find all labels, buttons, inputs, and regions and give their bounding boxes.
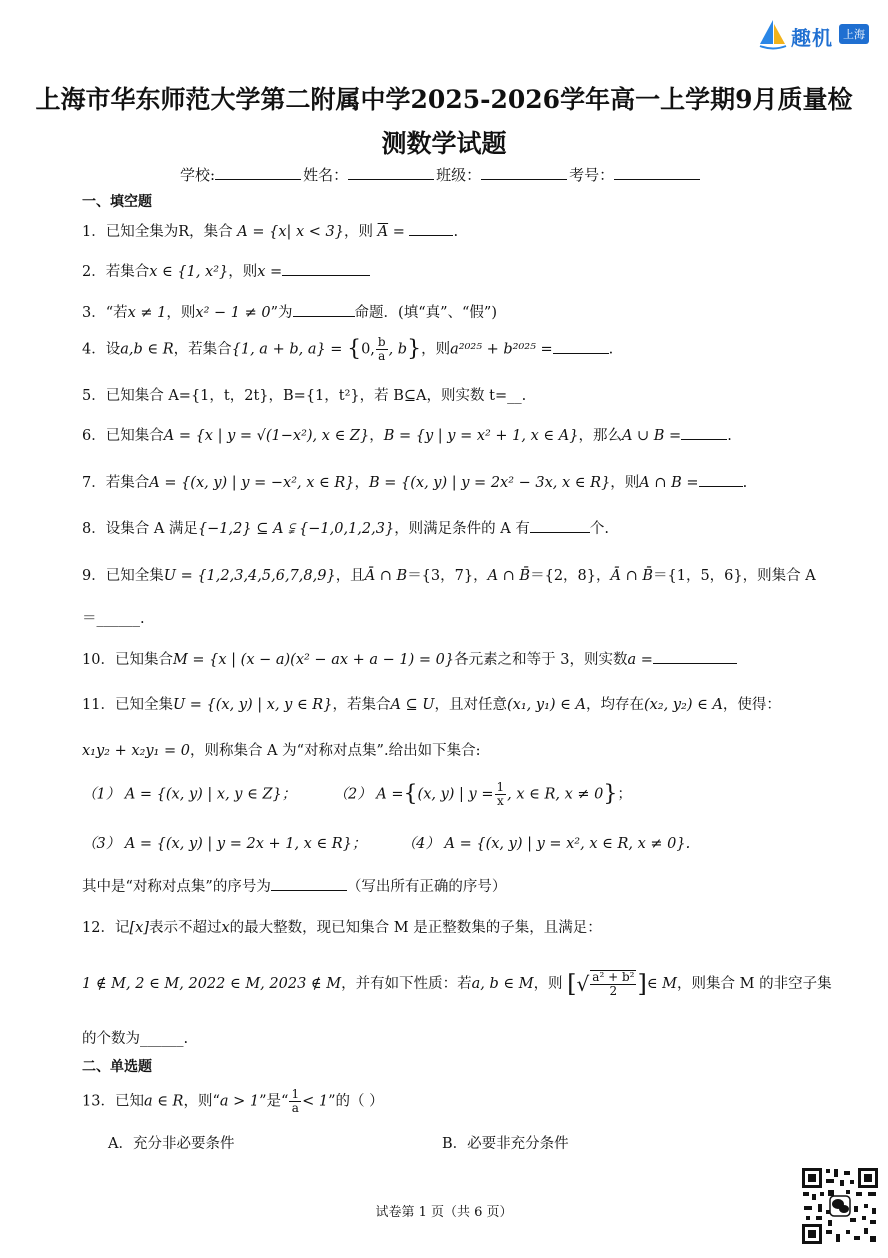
q13-option-b[interactable]: B．必要非充分条件 xyxy=(442,1136,569,1152)
question-6 xyxy=(82,424,732,445)
q12-frac-num: a² + b² xyxy=(592,970,635,984)
q11-answer-blank[interactable] xyxy=(271,878,347,891)
q13-frac-den: a xyxy=(291,1101,299,1115)
brand-logo xyxy=(758,18,873,52)
q11-ask: 其中是“对称对点集”的序号为 xyxy=(82,879,271,895)
q11-condition: x₁y₂ + x₂y₁ = 0 xyxy=(82,743,190,759)
q12-then: ，则 xyxy=(533,976,563,992)
q9-set2: A ∩ B̄ xyxy=(487,568,531,584)
q6-set-b: B = {y | y = x² + 1, x ∈ A} xyxy=(383,428,579,444)
q8-mid: ，则满足条件的 A 有 xyxy=(394,521,530,537)
question-11-line2 xyxy=(82,739,480,760)
section-single-heading: 二、单选题 xyxy=(82,1059,152,1075)
q7-end: . xyxy=(742,475,748,491)
q7-text: 7．若集合 xyxy=(82,475,150,491)
q13-a: a ∈ R xyxy=(143,1093,184,1110)
q12-frac-den: 2 xyxy=(609,984,618,998)
q9-v3: ＝{1，5，6}，则集合 A xyxy=(653,568,816,584)
section-fill-heading: 一、填空题 xyxy=(82,194,152,210)
q9-v2: ＝{2，8}， xyxy=(530,568,611,584)
exam-no-label: 考号： xyxy=(569,166,615,184)
brand-name: 趣机 xyxy=(791,26,833,50)
q10-answer-blank[interactable] xyxy=(653,651,737,664)
q11-note: （写出所有正确的序号） xyxy=(346,879,507,895)
q3-text4: 命题．(填“真”、“假”) xyxy=(354,305,497,321)
q6-set-a: A = {x | y = √(1−x²), x ∈ Z} xyxy=(163,428,370,444)
q4-then: ，则 xyxy=(421,341,451,358)
q12-conditions: 1 ∉ M, 2 ∈ M, 2022 ∈ M, 2023 ∉ M xyxy=(82,976,342,992)
q3-text2: ，则 xyxy=(166,305,196,321)
q2-text: 2．若集合 xyxy=(82,264,150,280)
q12-t2: 表示不超过 xyxy=(148,920,222,936)
q12-ask: ，则集合 M 的非空子集 xyxy=(677,976,832,992)
q6-text: 6．已知集合 xyxy=(82,428,164,444)
q11-frac-den: x xyxy=(496,794,504,808)
q11-choice-2-end: ； xyxy=(617,786,632,803)
q13-text: 13．已知 xyxy=(82,1093,144,1110)
question-12-line2: 1 ∉ M, 2 ∈ M, 2022 ∈ M, 2023 ∉ M，并有如下性质：若a, b ∈ M，则 [√ $\frac{\text{a² + b²}}{2}$ ]∈ M，则集合 M 的非空子集 xyxy=(82,970,832,998)
question-4: 4．设a,b ∈ R，若集合{1, a + b, a} = {0, $\frac{b}{a}$ , b}，则a²⁰²⁵ + b²⁰²⁵ = . xyxy=(82,335,614,363)
q9-t1: ，且 xyxy=(335,568,365,584)
q9-v1: ＝{3，7}， xyxy=(407,568,488,584)
q4-answer-blank[interactable] xyxy=(553,341,609,354)
q7-set-b: B = {(x, y) | y = 2x² − 3x, x ∈ R} xyxy=(369,475,611,491)
q6-sep: ， xyxy=(369,428,384,444)
question-1 xyxy=(82,220,458,241)
q10-set: M = {x | (x − a)(x² − ax + a − 1) = 0} xyxy=(172,652,455,668)
exam-no-blank[interactable] xyxy=(614,165,700,180)
q1-complement: $\overline{A}$ xyxy=(377,224,389,240)
q11-definition: ，则称集合 A 为“对称对点集”.给出如下集合: xyxy=(189,743,481,759)
school-label: 学校: xyxy=(180,166,216,184)
sailboat-icon xyxy=(758,18,788,50)
q4-mid: ，若集合 xyxy=(173,341,232,358)
q11-choice-2-rest: , x ∈ R, x ≠ 0 xyxy=(507,786,604,803)
page-footer: 试卷第 1 页（共 6 页） xyxy=(375,1205,513,1220)
q11-choice-4: （4） A = {(x, y) | y = x², x ∈ R, x ≠ 0}. xyxy=(401,836,691,852)
q10-mid: 各元素之和等于 3，则实数 xyxy=(454,652,628,668)
name-blank[interactable] xyxy=(348,165,434,180)
question-11-prompt xyxy=(82,875,506,896)
q13-frac-num: 1 xyxy=(291,1087,300,1101)
q11-choice-2-expr: (x, y) | y = xyxy=(417,786,494,803)
q7-answer-blank[interactable] xyxy=(699,474,743,487)
q4-fraction xyxy=(376,336,388,363)
name-label: 姓名： xyxy=(303,166,349,184)
q11-choice-2-label: （2） A = xyxy=(333,786,404,803)
q3-text3: ”为 xyxy=(270,305,293,321)
q1-answer-blank[interactable] xyxy=(409,223,453,236)
q11-t2: ，若集合 xyxy=(332,697,391,713)
question-13 xyxy=(82,1088,384,1115)
question-11-choices-row1: （1） A = {(x, y) | x, y ∈ Z}； （2） A ={(x, y) | y = $\frac{1}{x}$ , x ∈ R, x ≠ 0}； xyxy=(82,780,632,808)
q12-member: ∈ M xyxy=(646,976,678,992)
brand-tag: 上海 xyxy=(839,24,869,44)
question-9-line2: ＝______. xyxy=(82,611,145,627)
q13-cond1: a > 1 xyxy=(219,1093,260,1110)
question-8 xyxy=(82,517,609,538)
q13-fraction xyxy=(289,1088,301,1115)
question-2 xyxy=(82,260,370,281)
q13-t1: ，则“ xyxy=(183,1093,220,1110)
q11-fraction xyxy=(495,781,507,808)
q2-answer-blank[interactable] xyxy=(282,263,370,276)
q11-subset: A ⊆ U xyxy=(390,697,435,713)
q13-t3: ”的（ ） xyxy=(328,1093,384,1110)
q1-end: . xyxy=(453,224,459,240)
q4-lhs: {1, a + b, a} = xyxy=(231,341,343,358)
question-12 xyxy=(82,916,602,937)
q11-choice-3: （3） A = {(x, y) | y = 2x + 1, x ∈ R}； xyxy=(82,836,367,852)
q11-universe: U = {(x, y) | x, y ∈ R} xyxy=(172,697,333,713)
q12-fraction xyxy=(590,970,636,998)
q7-mid: ，则 xyxy=(610,475,640,491)
q1-set: A = {x| x < 3} xyxy=(237,224,344,240)
q8-text: 8．设集合 A 满足 xyxy=(82,521,198,537)
q11-text: 11．已知全集 xyxy=(82,697,173,713)
q1-text: 1．已知全集为R，集合 xyxy=(82,224,233,240)
q8-expr: {−1,2} ⊆ A ⫋ {−1,0,1,2,3} xyxy=(197,521,395,537)
question-11 xyxy=(82,693,781,714)
q2-expr: x ∈ {1, x²} xyxy=(149,264,229,280)
question-9 xyxy=(82,564,816,585)
q9-set3: Ā ∩ B̄ xyxy=(610,568,653,584)
q3-cond: x ≠ 1 xyxy=(127,305,167,321)
q6-answer-blank[interactable] xyxy=(681,427,727,440)
q8-end: 个. xyxy=(589,521,609,537)
q9-set1: Ā ∩ B xyxy=(364,568,408,584)
q11-choice-1: （1） A = {(x, y) | x, y ∈ Z}； xyxy=(82,786,297,803)
q4-zero: 0, xyxy=(361,341,375,358)
student-info-line xyxy=(180,164,702,185)
q11-t5: ，使得： xyxy=(722,697,781,713)
page-title-line2: 测数学试题 xyxy=(381,129,507,158)
q2-mid: ，则 xyxy=(228,264,258,280)
question-5: 5．已知集合 A={1，t，2t}，B={1，t²}，若 B⊆A，则实数 t=__. xyxy=(82,388,527,404)
q10-text: 10．已知集合 xyxy=(82,652,173,668)
q4-frac-num: b xyxy=(377,335,386,349)
q3-answer-blank[interactable] xyxy=(293,304,355,317)
q11-point2: (x₂, y₂) ∈ A xyxy=(643,697,723,713)
question-7 xyxy=(82,471,747,492)
q7-intersection: A ∩ B = xyxy=(639,475,699,491)
question-11-choices-row2 xyxy=(82,832,690,853)
question-3 xyxy=(82,301,497,322)
q12-ab: a, b ∈ M xyxy=(471,976,534,992)
q11-t3: ，且对任意 xyxy=(434,697,508,713)
q7-sep: ， xyxy=(354,475,369,491)
q12-property: ，并有如下性质：若 xyxy=(341,976,472,992)
q12-text: 12．记 xyxy=(82,920,130,936)
question-10 xyxy=(82,648,737,669)
q4-ab: a,b ∈ R xyxy=(120,341,174,358)
question-12-line3: 的个数为______. xyxy=(82,1031,189,1047)
q4-text: 4．设 xyxy=(82,341,121,358)
q12-var: x xyxy=(221,920,230,936)
class-label: 班级： xyxy=(436,166,482,184)
q4-expr: a²⁰²⁵ + b²⁰²⁵ = xyxy=(450,341,553,358)
q6-end: . xyxy=(727,428,732,444)
q6-union: A ∪ B = xyxy=(621,428,682,444)
q9-text: 9．已知全集 xyxy=(82,568,164,584)
q10-var: a = xyxy=(627,652,653,668)
school-blank[interactable] xyxy=(215,165,301,180)
q7-set-a: A = {(x, y) | y = −x², x ∈ R} xyxy=(149,475,355,491)
class-blank[interactable] xyxy=(481,165,567,180)
q3-expr: x² − 1 ≠ 0 xyxy=(195,305,271,321)
q8-answer-blank[interactable] xyxy=(530,520,590,533)
q9-universe: U = {1,2,3,4,5,6,7,8,9} xyxy=(163,568,336,584)
q11-frac-num: 1 xyxy=(496,780,505,794)
q4-frac-den: a xyxy=(378,349,386,363)
q13-cond2: < 1 xyxy=(302,1093,329,1110)
page-title: 上海市华东师范大学第二附属中学2025-2026学年高一上学期9月质量检 xyxy=(35,85,853,114)
q12-floor: [x] xyxy=(129,920,149,936)
q4-end: . xyxy=(608,341,614,358)
q6-mid: ，那么 xyxy=(578,428,622,444)
qr-code-icon[interactable] xyxy=(800,1166,880,1246)
q1-eq: = xyxy=(388,224,410,240)
q1-mid: ，则 xyxy=(344,224,373,240)
q3-text1: 3．“若 xyxy=(82,305,128,321)
q13-t2: ”是“ xyxy=(259,1093,289,1110)
q13-option-a[interactable]: A．充分非必要条件 xyxy=(108,1136,235,1152)
q4-rest: , b xyxy=(388,341,408,358)
q11-point1: (x₁, y₁) ∈ A xyxy=(507,697,586,713)
q11-t4: ，均存在 xyxy=(585,697,644,713)
q12-t3: 的最大整数，现已知集合 M 是正整数集的子集，且满足： xyxy=(229,920,602,936)
q2-var: x = xyxy=(257,264,283,280)
